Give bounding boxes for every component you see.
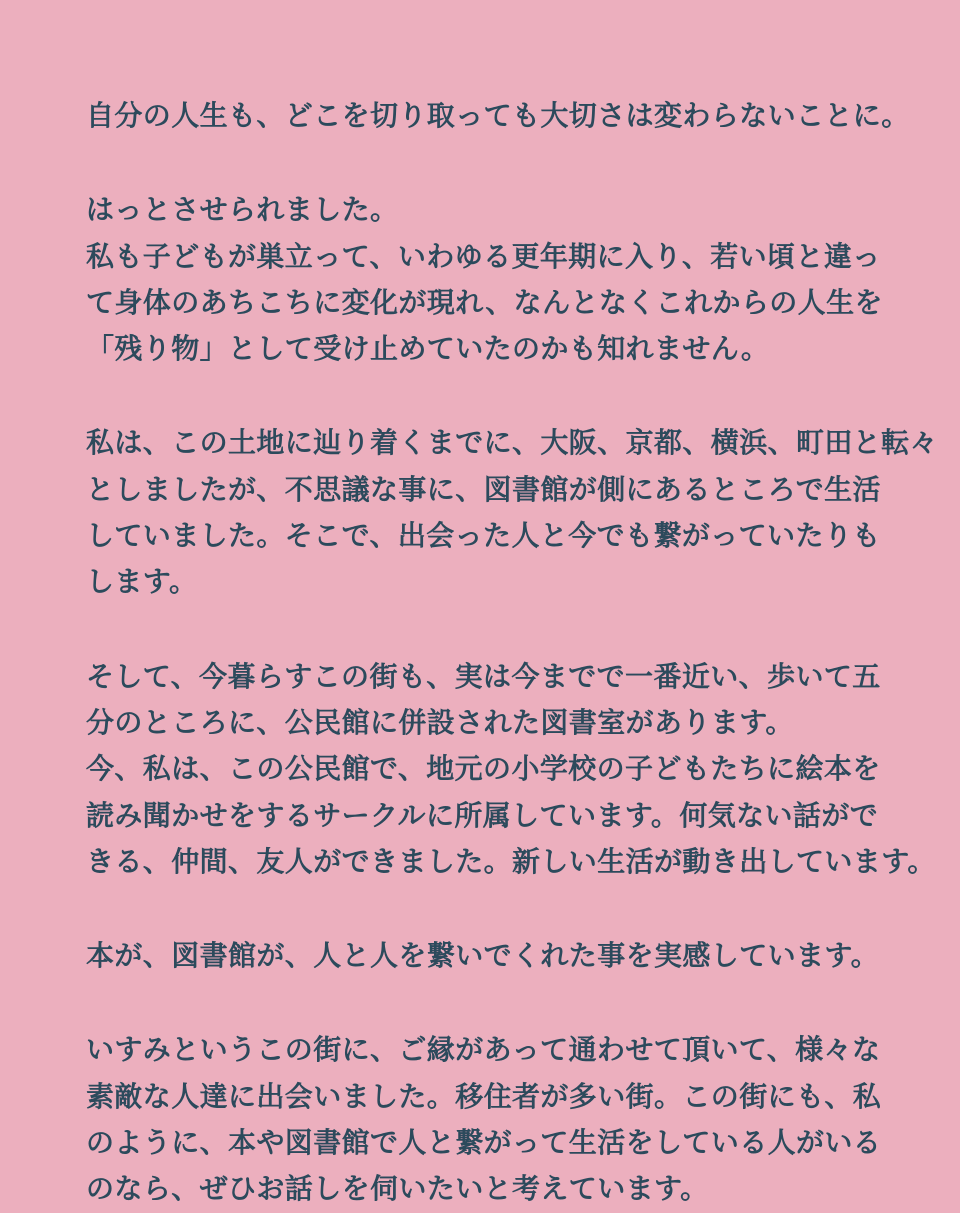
text-line: はっとさせられました。 [86,193,399,227]
paragraph-4 [86,654,936,885]
text-line: のように、本や図書館で人と繋がって生活をしている人がいる [86,1126,882,1160]
text-line: のなら、ぜひお話しを伺いたいと考えています。 [86,1172,709,1206]
text-line: 「残り物」として受け止めていたのかも知れません。 [86,332,770,366]
paragraph-2 [86,187,890,372]
text-line: 読み聞かせをするサークルに所属しています。何気ない話がで [86,798,879,832]
paragraph-6 [86,1027,890,1212]
text-line: 素敵な人達に出会いました。移住者が多い街。この街にも、私 [86,1079,882,1113]
text-line: そして、今暮らすこの街も、実は今までで一番近い、歩いて五 [86,659,881,693]
text-line: していました。そこで、出会った人と今でも繋がっていたりも [86,519,881,553]
text-line: 本が、図書館が、人と人を繋いでくれた事を実感しています。 [86,939,879,973]
text-line: て身体のあちこちに変化が現れ、なんとなくこれからの人生を [86,285,883,319]
text-line: 今、私は、この公民館で、地元の小学校の子どもたちに絵本を [86,752,881,786]
text-line: いすみというこの街に、ご縁があって通わせて頂いて、様々な [86,1033,881,1067]
paragraph-5 [86,933,890,979]
text-line: 私も子どもが巣立って、いわゆる更年期に入り、若い頃と違っ [86,239,881,273]
text-line: きる、仲間、友人ができました。新しい生活が動き出しています。 [86,844,936,878]
paragraph-3 [86,420,939,605]
text-line: 自分の人生も、どこを切り取っても大切さは変わらないことに。 [86,99,910,132]
text-line: します。 [86,565,198,599]
text-line: としましたが、不思議な事に、図書館が側にあるところで生活 [86,472,881,506]
text-line: 私は、この土地に辿り着くまでに、大阪、京都、横浜、町田と転々 [86,426,939,460]
text-line: 分のところに、公民館に併設された図書室があります。 [86,705,794,739]
paragraph-1 [86,93,910,139]
